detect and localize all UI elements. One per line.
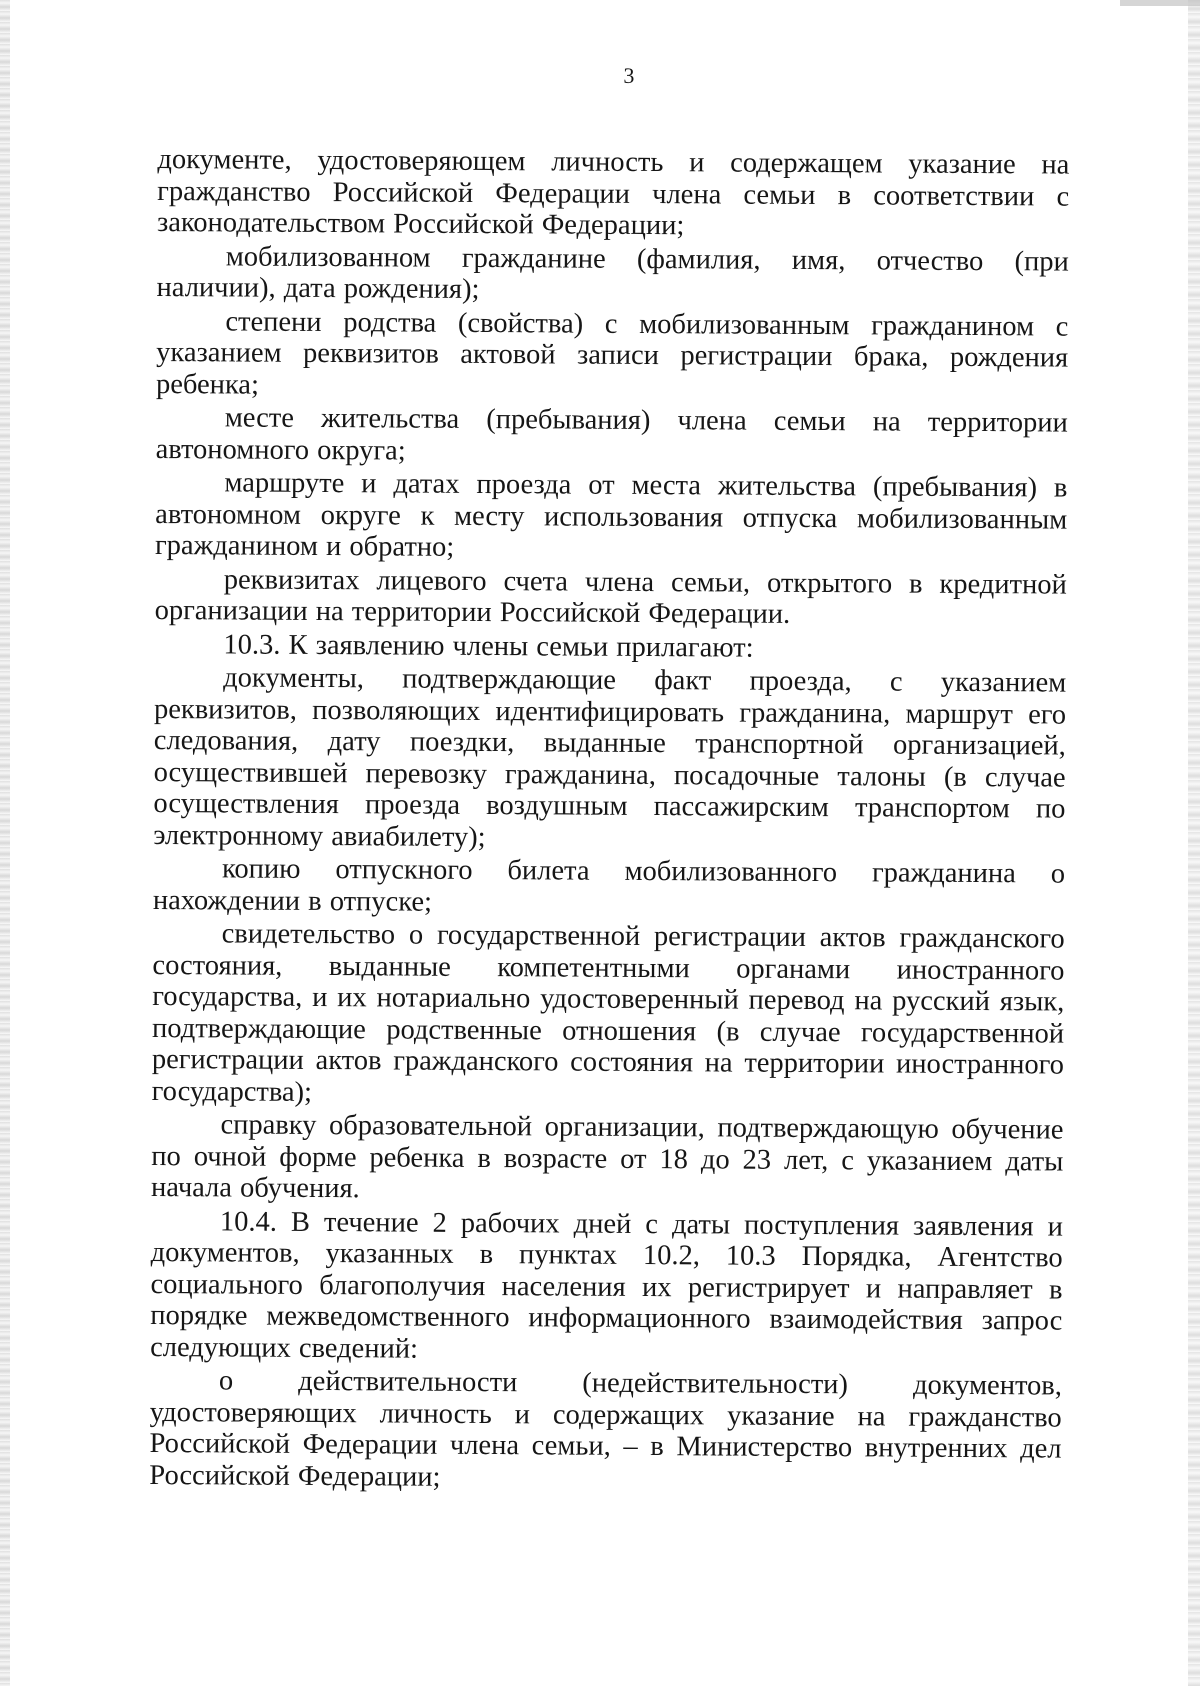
- paragraph: справку образовательной организации, подтверждающую обучение по очной форме ребенка в возрасте от 18 до 23 лет, с указанием даты начала обучения.: [151, 1109, 1064, 1205]
- paragraph: мобилизованном гражданине (фамилия, имя, отчество (при наличии), дата рождения);: [156, 240, 1069, 305]
- paragraph-continuation: документе, удостоверяющем личность и содержащем указание на гражданство Российской Федерации члена семьи в соответствии с законодательством Российской Федерации;: [156, 143, 1070, 242]
- document-page: [149, 60, 1070, 1499]
- scan-edge-left: [0, 0, 10, 1686]
- scan-edge-right: [1188, 0, 1200, 1686]
- page-number: 3: [623, 62, 635, 88]
- paragraph: документы, подтверждающие факт проезда, с указанием реквизитов, позволяющих идентифицировать гражданина, маршрут его следования, дату поездки, выданные транспортной организацией, осуществившей перевозку гражданина, посадочные талоны (в случае осуществления проезда воздушным пассажирским транспортом по электронному авиабилету);: [153, 662, 1067, 853]
- paragraph: степени родства (свойства) с мобилизованным гражданином с указанием реквизитов актовой записи регистрации брака, рождения ребенка;: [155, 305, 1069, 401]
- section-heading-10-3: 10.3. К заявлению члены семьи прилагают:: [223, 628, 754, 664]
- paragraph: свидетельство о государственной регистрации актов гражданского состояния, выданные компетентными органами иностранного государства, и их нотариально удостоверенный перевод на русский язык, подтверждающие родственные отношения (в случае государственной регистрации актов гражданского состояния на территории иностранного государства);: [151, 918, 1065, 1108]
- paragraph: о действительности (недействительности) документов, удостоверяющих личность и содержащих указание на гражданство Российской Федерации члена семьи, – в Министерство внутренних дел Российской Федерации;: [149, 1365, 1063, 1493]
- paragraph: месте жительства (пребывания) члена семьи на территории автономного округа;: [155, 402, 1068, 467]
- paragraph: маршруте и датах проезда от места жительства (пребывания) в автономном округе к месту использования отпуска мобилизованным гражданином и обратно;: [154, 467, 1068, 563]
- paragraph: реквизитах лицевого счета члена семьи, открытого в кредитной организации на территории Российской Федерации.: [154, 563, 1067, 630]
- section-10-4: 10.4. В течение 2 рабочих дней с даты поступления заявления и документов, указанных в пунктах 10.2, 10.3 Порядка, Агентство социального благополучия населения их регистрирует и направляет в порядке межведомственного информационного взаимодействия запрос следующих сведений:: [150, 1205, 1063, 1365]
- scan-corner-mark: [1120, 0, 1200, 6]
- paragraph: копию отпускного билета мобилизованного гражданина о нахождении в отпуске;: [152, 853, 1066, 918]
